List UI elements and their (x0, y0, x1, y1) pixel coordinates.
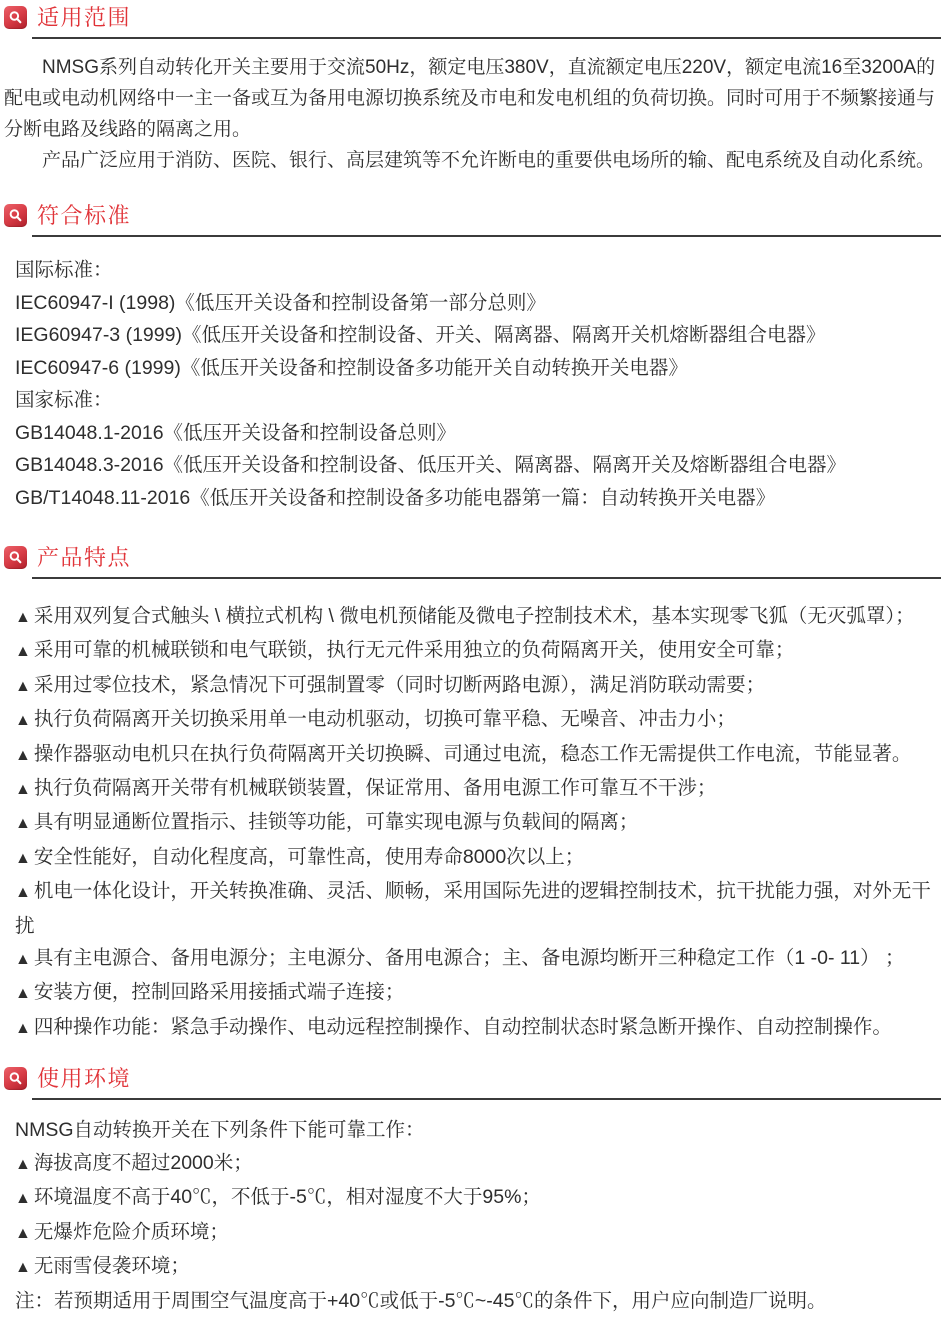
feature-item (15, 600, 946, 634)
standard-line: IEG60947-3 (1999)《低压开关设备和控制设备、开关、隔离器、隔离开关机熔断器组合电器》 (15, 324, 826, 346)
triangle-bullet-icon: ▲ (15, 951, 31, 969)
feature-text: 采用可靠的机械联锁和电气联锁，执行无元件采用独立的负荷隔离开关，使用安全可靠； (33, 639, 795, 662)
environment-text: 无雨雪侵袭环境； (33, 1255, 190, 1278)
standard-line: 国家标准： (15, 389, 113, 411)
section-header-features (2, 544, 946, 571)
triangle-bullet-icon: ▲ (15, 746, 31, 764)
paragraph: 产品广泛应用于消防、医院、银行、高层建筑等不允许断电的重要供电场所的输、配电系统及自动化系统。 (42, 150, 936, 171)
section-divider (32, 235, 941, 237)
environment-item (15, 1250, 946, 1285)
section-scope (2, 4, 946, 176)
triangle-bullet-icon: ▲ (15, 1259, 31, 1277)
feature-text: 四种操作功能：紧急手动操作、电动远程控制操作、自动控制状态时紧急断开操作、自动控制操作。 (33, 1015, 892, 1038)
feature-item (15, 841, 946, 875)
triangle-bullet-icon: ▲ (15, 985, 31, 1003)
scope-paragraphs (4, 52, 946, 176)
triangle-bullet-icon: ▲ (15, 1190, 31, 1208)
section-environment (2, 1065, 946, 1317)
feature-item (15, 976, 946, 1010)
triangle-bullet-icon: ▲ (15, 884, 31, 902)
environment-text: 无爆炸危险介质环境； (33, 1220, 229, 1243)
feature-item (15, 875, 946, 942)
feature-text: 具有明显通断位置指示、挂锁等功能，可靠实现电源与负载间的隔离； (33, 811, 639, 834)
magnifier-icon (4, 204, 27, 227)
paragraph: NMSG系列自动转化开关主要用于交流50Hz，额定电压380V，直流额定电压220V，额定电流16至3200A的配电或电动机网络中一主一备或互为备用电源切换系统及市电和发电机组的负荷切换。同时可用于不频繁接通与分断电路及线路的隔离之用。 (4, 57, 936, 140)
section-header-standards (2, 202, 946, 229)
environment-item (15, 1216, 946, 1251)
feature-item (15, 1011, 946, 1045)
environment-item (15, 1181, 946, 1216)
feature-text: 操作器驱动电机只在执行负荷隔离开关切换瞬、司通过电流，稳态工作无需提供工作电流，节能显著。 (33, 742, 912, 765)
section-title: 符合标准 (37, 202, 132, 228)
triangle-bullet-icon: ▲ (15, 1019, 31, 1037)
feature-text: 执行负荷隔离开关切换采用单一电动机驱动，切换可靠平稳、无噪音、冲击力小； (33, 708, 736, 731)
section-features (2, 544, 946, 1045)
feature-item (15, 806, 946, 840)
standard-line: IEC60947-I (1998)《低压开关设备和控制设备第一部分总则》 (15, 291, 546, 314)
feature-item (15, 634, 946, 668)
section-title: 产品特点 (37, 544, 132, 570)
feature-text: 采用过零位技术，紧急情况下可强制置零（同时切断两路电源），满足消防联动需要； (33, 673, 766, 696)
section-header-environment (2, 1065, 946, 1092)
feature-text: 机电一体化设计，开关转换准确、灵活、顺畅，采用国际先进的逻辑控制技术，抗干扰能力强，对外无干扰 (15, 880, 931, 937)
triangle-bullet-icon: ▲ (15, 815, 31, 833)
section-standards (2, 202, 946, 514)
environment-item (15, 1147, 946, 1182)
triangle-bullet-icon: ▲ (15, 849, 31, 867)
triangle-bullet-icon: ▲ (15, 609, 31, 626)
magnifier-icon (4, 546, 27, 569)
standard-line: GB/T14048.11-2016《低压开关设备和控制设备多功能电器第一篇：自动转换开关电器》 (15, 486, 776, 509)
feature-item (15, 772, 946, 806)
feature-item (15, 703, 946, 737)
triangle-bullet-icon: ▲ (15, 677, 31, 695)
environment-list (15, 1147, 946, 1285)
feature-text: 安装方便，控制回路采用接插式端子连接； (33, 981, 405, 1004)
feature-item (15, 738, 946, 772)
triangle-bullet-icon: ▲ (15, 712, 31, 730)
environment-text: 海拔高度不超过2000米； (33, 1151, 253, 1174)
section-header-scope (2, 4, 946, 31)
environment-content (15, 1114, 946, 1317)
section-title: 使用环境 (37, 1065, 132, 1091)
environment-note: 注：若预期适用于周围空气温度高于+40℃或低于-5℃~-45℃的条件下，用户应向制造厂说明。 (15, 1289, 827, 1312)
standard-line: GB14048.3-2016《低压开关设备和控制设备、低压开关、隔离器、隔离开关及熔断器组合电器》 (15, 454, 847, 476)
feature-text: 采用双列复合式触头 \ 横拉式机构 \ 微电机预储能及微电子控制技术术，基本实现零飞狐（无灭弧罩）； (33, 605, 915, 627)
standards-list (15, 254, 946, 514)
triangle-bullet-icon: ▲ (15, 643, 31, 661)
triangle-bullet-icon: ▲ (15, 781, 31, 799)
feature-item (15, 942, 946, 976)
standard-line: 国际标准： (15, 259, 113, 281)
standard-line: IEC60947-6 (1999)《低压开关设备和控制设备多功能开关自动转换开关电器》 (15, 356, 688, 379)
triangle-bullet-icon: ▲ (15, 1224, 31, 1242)
feature-text: 安全性能好，自动化程度高，可靠性高，使用寿命8000次以上； (33, 845, 585, 868)
feature-text: 具有主电源合、备用电源分；主电源分、备用电源合；主、备电源均断开三种稳定工作（1 -0- 11） ； (33, 947, 905, 970)
standard-line: GB14048.1-2016《低压开关设备和控制设备总则》 (15, 421, 457, 444)
section-title: 适用范围 (37, 4, 132, 30)
magnifier-icon (4, 6, 27, 29)
feature-item (15, 669, 946, 703)
section-divider (32, 1098, 941, 1100)
environment-intro: NMSG自动转换开关在下列条件下能可靠工作： (15, 1119, 425, 1142)
environment-text: 环境温度不高于40℃，不低于-5℃，相对湿度不大于95%； (33, 1186, 541, 1209)
triangle-bullet-icon: ▲ (15, 1155, 31, 1173)
features-list (15, 600, 946, 1045)
feature-text: 执行负荷隔离开关带有机械联锁装置，保证常用、备用电源工作可靠互不干涉； (33, 777, 717, 800)
section-divider (32, 37, 941, 39)
section-divider (32, 577, 941, 579)
magnifier-icon (4, 1067, 27, 1090)
